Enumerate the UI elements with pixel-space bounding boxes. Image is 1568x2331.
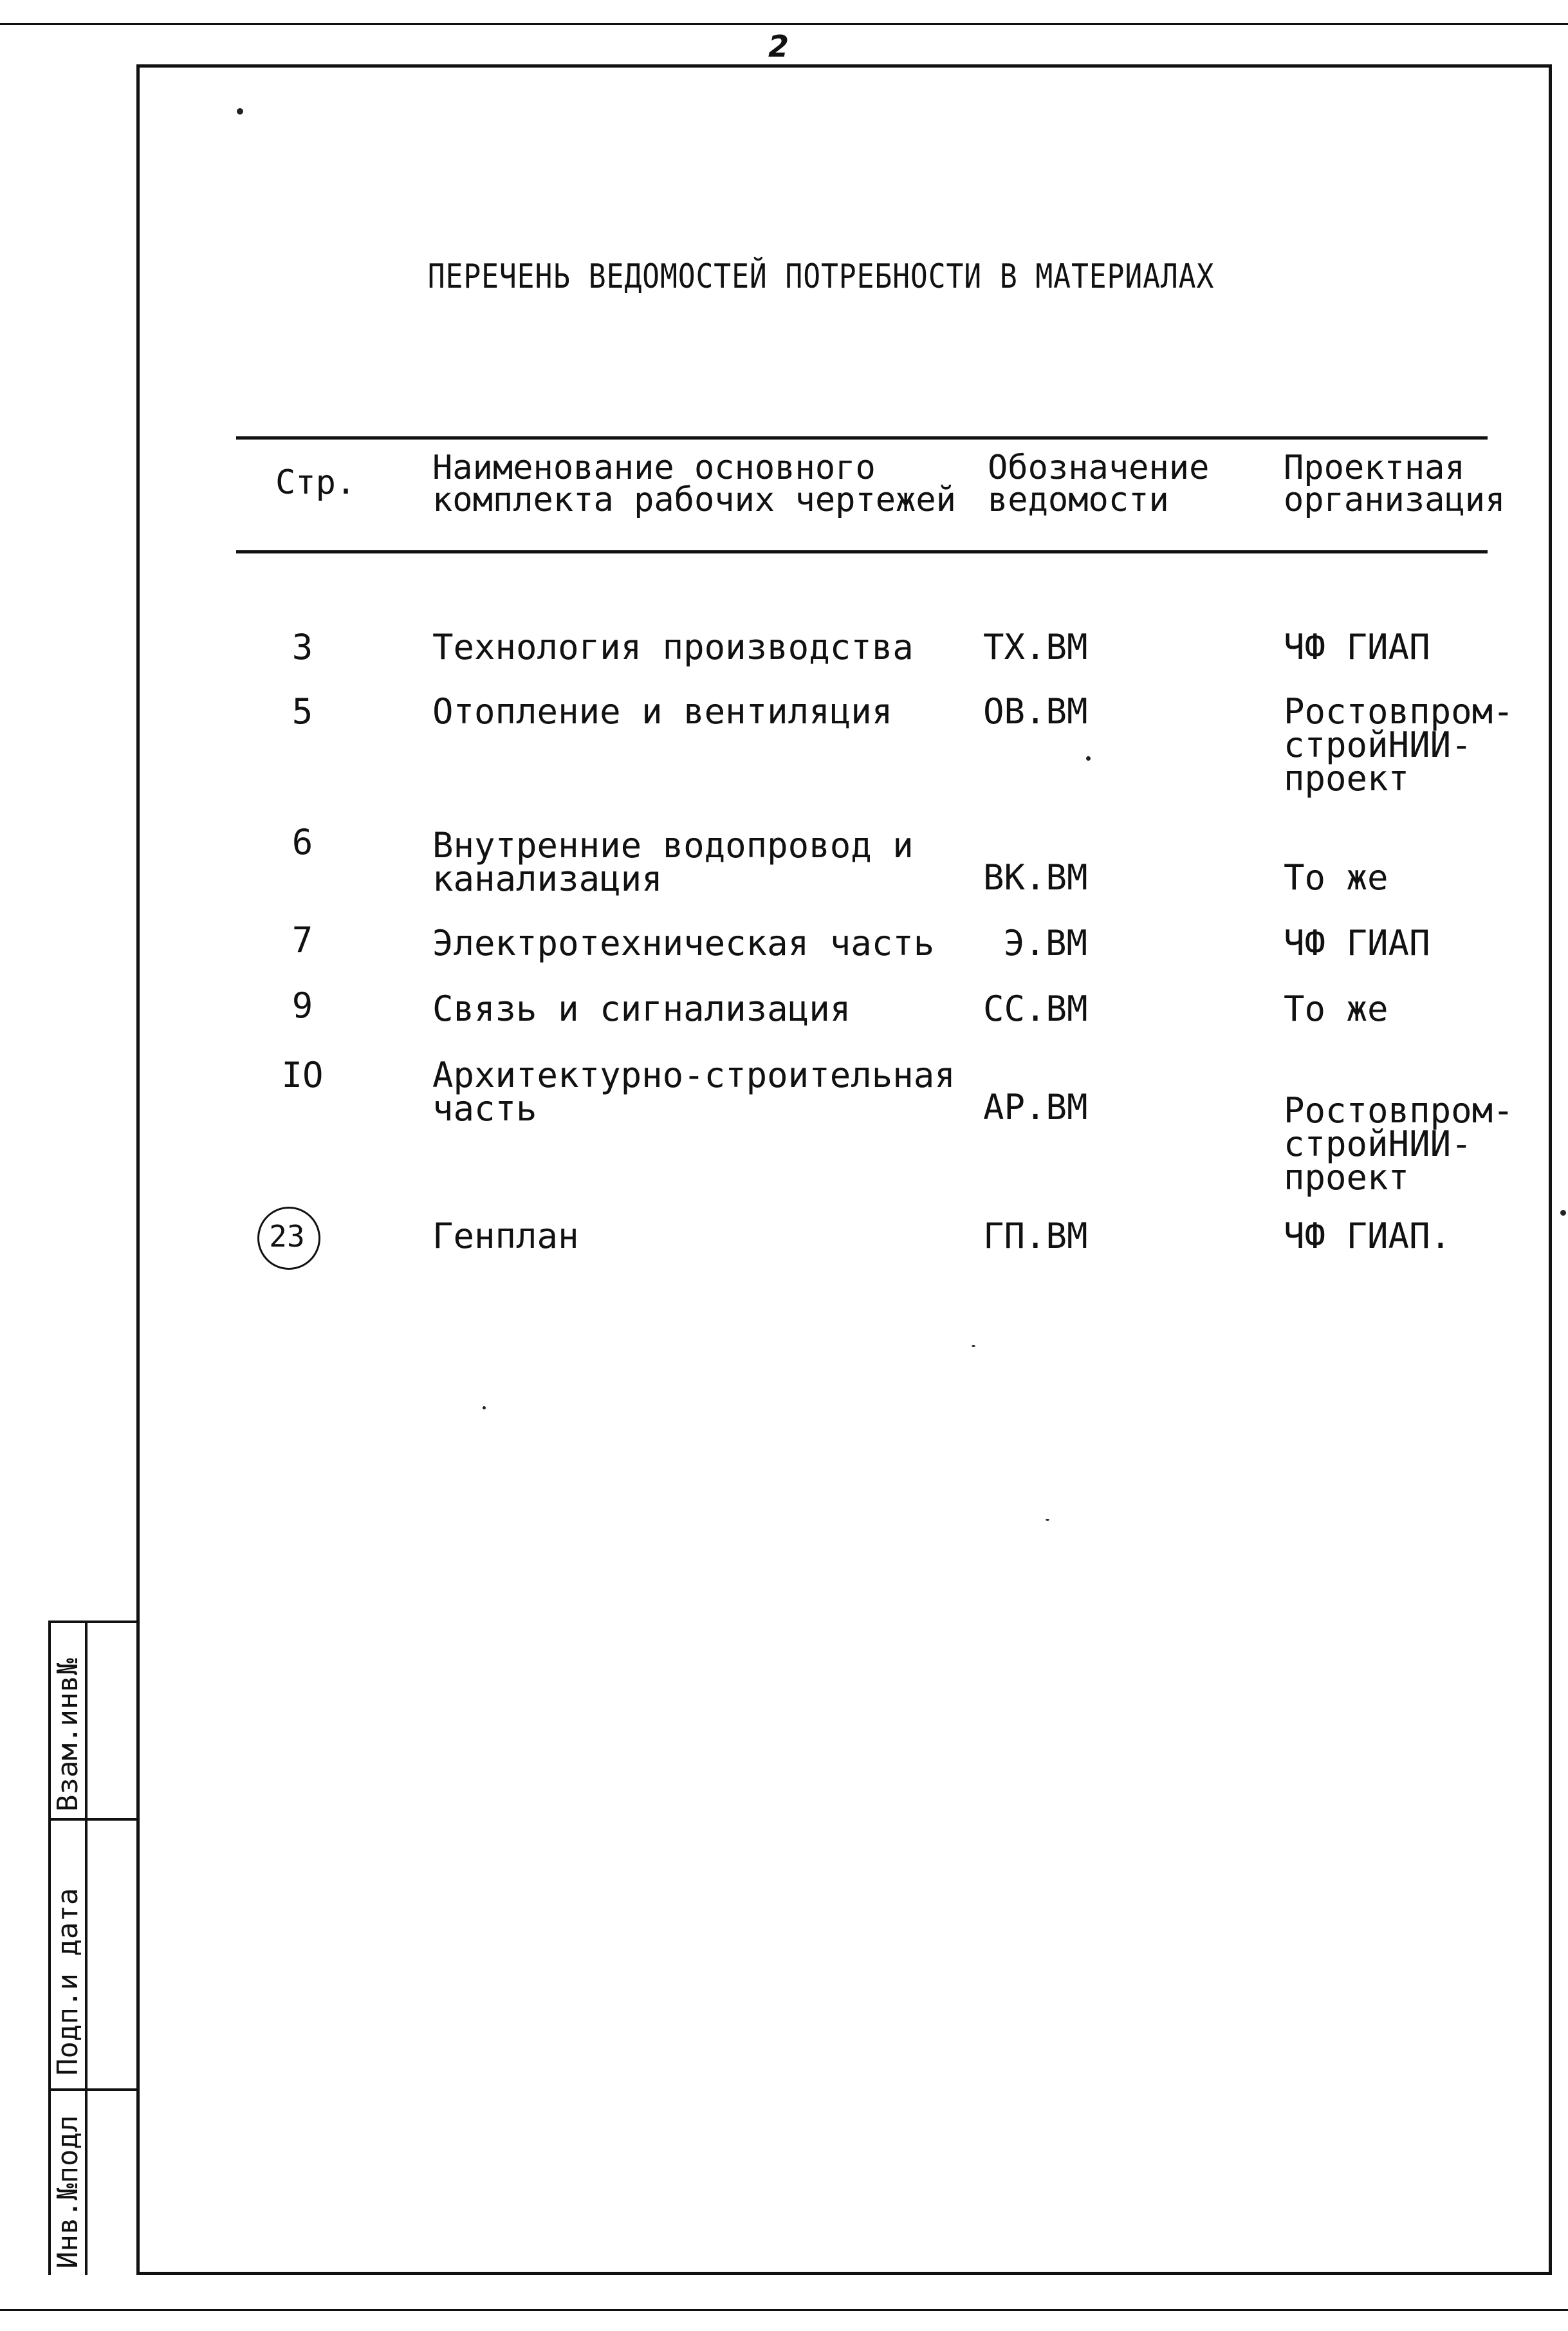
row-2-name	[432, 691, 986, 732]
row-7-code: ГП.ВМ	[983, 1216, 1088, 1256]
row-4-name-line1: Электротехническая часть	[432, 923, 935, 963]
row-1-org	[1284, 627, 1560, 667]
row-3-name-line1: Внутренние водопровод и	[432, 825, 914, 866]
row-1-page: 3	[291, 627, 313, 667]
row-3-name-line2: канализация	[432, 859, 663, 899]
row-7-name	[432, 1216, 986, 1256]
row-6-org-line1: Ростовпром-	[1284, 1090, 1514, 1131]
row-3-org-line1: То же	[1284, 857, 1388, 898]
row-5-name	[432, 989, 986, 1029]
row-6-name	[432, 1055, 986, 1129]
row-1-code: ТХ.ВМ	[983, 627, 1088, 667]
frame-top-border	[136, 64, 1552, 68]
row-7-org	[1284, 1216, 1560, 1256]
scan-speck	[972, 1345, 975, 1347]
row-6-org-line2: стройНИИ-	[1284, 1124, 1472, 1164]
table-header-code-line1: Обозначение	[988, 449, 1210, 487]
row-7-name-line1: Генплан	[432, 1216, 579, 1256]
row-1-org-line1: ЧФ ГИАП	[1284, 627, 1430, 667]
row-7-org-line1: ЧФ ГИАП.	[1284, 1216, 1452, 1256]
row-6-name-line2: часть	[432, 1088, 537, 1129]
table-header-bottom-rule	[236, 550, 1488, 553]
row-6-code: АР.ВМ	[983, 1087, 1088, 1128]
stamp-top-line	[48, 1621, 138, 1623]
row-2-page: 5	[291, 691, 313, 732]
row-2-code: ОВ.ВМ	[983, 691, 1088, 732]
bottom-edge-line	[0, 2309, 1568, 2311]
table-header-org-line1: Проектная	[1284, 449, 1465, 487]
row-2-org-line2: стройНИИ-	[1284, 725, 1472, 765]
table-header-name-line1: Наименование основного	[432, 449, 876, 487]
stamp-divider-1	[48, 1818, 138, 1821]
top-edge-line	[0, 23, 1568, 25]
row-3-org	[1284, 857, 1560, 898]
table-header-name-line2: комплекта рабочих чертежей	[432, 481, 956, 519]
row-4-org-line1: ЧФ ГИАП	[1284, 923, 1430, 963]
stamp-field-replacement-inventory: Взам.инв№	[51, 1658, 84, 1812]
frame-left-border	[136, 64, 140, 2275]
table-header-name	[432, 449, 986, 519]
row-2-org	[1284, 691, 1560, 799]
scan-speck	[1086, 756, 1091, 761]
row-4-name	[432, 923, 986, 963]
table-header-org	[1284, 449, 1554, 519]
row-5-org-line1: То же	[1284, 989, 1388, 1029]
row-1-name	[432, 627, 986, 667]
row-4-page: 7	[291, 920, 313, 960]
row-4-org	[1284, 923, 1560, 963]
row-3-page: 6	[291, 822, 313, 862]
table-header-org-line2: организация	[1284, 481, 1506, 519]
row-5-org	[1284, 989, 1560, 1029]
row-3-name	[432, 825, 986, 899]
scan-speck	[1560, 1210, 1566, 1216]
row-7-page: 23	[269, 1219, 305, 1254]
row-2-name-line1: Отопление и вентиляция	[432, 691, 893, 732]
row-6-org	[1284, 1090, 1560, 1198]
row-6-page: IO	[281, 1055, 324, 1095]
row-5-name-line1: Связь и сигнализация	[432, 989, 851, 1029]
scan-speck	[237, 108, 243, 115]
frame-bottom-border	[136, 2272, 1552, 2275]
table-header-code-line2: ведомости	[988, 481, 1169, 519]
table-header-page: Стр.	[275, 463, 356, 502]
row-5-code: СС.ВМ	[983, 989, 1088, 1029]
stamp-field-original-inventory: Инв.№подл	[51, 2115, 84, 2269]
row-3-code: ВК.ВМ	[983, 857, 1088, 898]
row-2-org-line3: проект	[1284, 758, 1410, 799]
row-6-org-line3: проект	[1284, 1157, 1410, 1198]
row-1-name-line1: Технология производства	[432, 627, 914, 667]
table-header-top-rule	[236, 436, 1488, 440]
document-title: ПЕРЕЧЕНЬ ВЕДОМОСТЕЙ ПОТРЕБНОСТИ В МАТЕРИАЛАХ	[427, 257, 1215, 296]
scan-speck	[483, 1406, 486, 1409]
scan-speck	[1046, 1519, 1049, 1521]
stamp-divider-2	[48, 2088, 138, 2091]
stamp-field-signature-date: Подп.и дата	[51, 1888, 84, 2076]
row-4-code: Э.ВМ	[1004, 923, 1088, 963]
row-5-page: 9	[291, 985, 313, 1026]
row-6-name-line1: Архитектурно-строительная	[432, 1055, 955, 1095]
page-number: 2	[768, 29, 789, 64]
row-2-org-line1: Ростовпром-	[1284, 691, 1514, 732]
table-header-code	[988, 449, 1258, 519]
